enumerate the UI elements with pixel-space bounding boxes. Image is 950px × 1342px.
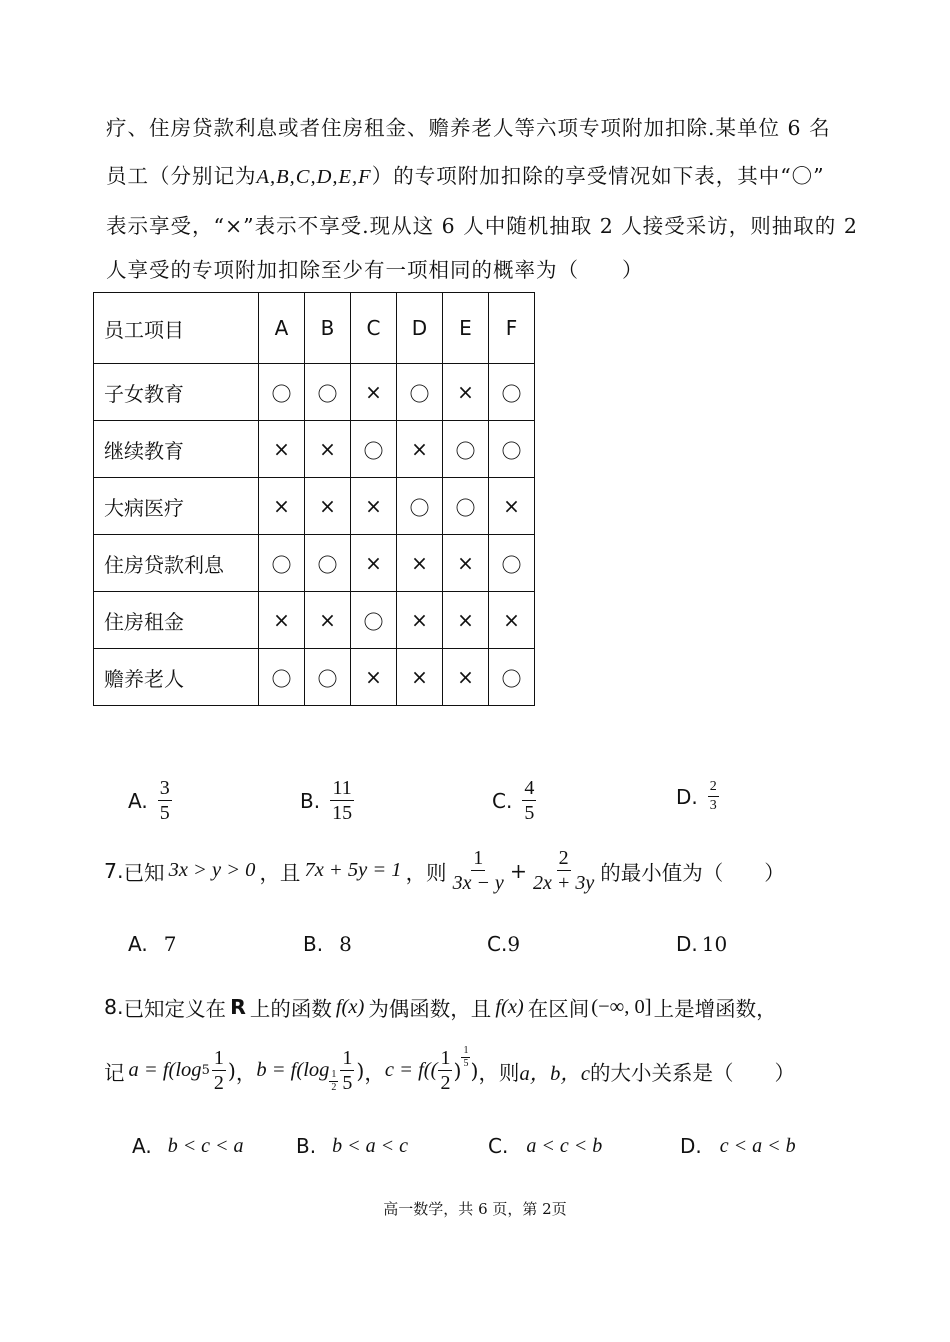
option-label: A. xyxy=(128,932,148,956)
table-row xyxy=(94,535,535,592)
intro-line-2 xyxy=(106,162,825,191)
fraction-denominator: 5 xyxy=(463,1058,469,1069)
intro-line-4: 人享受的专项附加扣除至少有一项相同的概率为（ ） xyxy=(106,258,644,282)
q8-text: ，则 xyxy=(478,1060,520,1085)
table-cell: × xyxy=(443,649,489,706)
fraction-numerator: 1 xyxy=(463,1045,469,1056)
option-value: c < a < b xyxy=(719,1134,796,1157)
q8-text: 为偶函数，且 xyxy=(368,997,492,1021)
table-row xyxy=(94,421,535,478)
option-value: 7 xyxy=(163,932,177,956)
option-label: C. xyxy=(487,932,508,956)
table-cell: 〇 xyxy=(305,364,351,421)
option-label: C. xyxy=(492,788,513,813)
question-8-line-2 xyxy=(104,1046,795,1095)
q6-option-c[interactable] xyxy=(492,776,536,825)
employee-variables: A,B,C,D,E,F xyxy=(256,166,372,188)
fraction-numerator: 4 xyxy=(524,777,535,799)
intro-line-3: 表示享受，“×”表示不享受.现从这 6 人中随机抽取 2 人接受采访，则抽取的 2 xyxy=(106,214,858,238)
table-cell: × xyxy=(443,535,489,592)
table-cell: × xyxy=(397,649,443,706)
exponent-fraction xyxy=(461,1045,470,1070)
table-cell: × xyxy=(489,478,535,535)
table-row xyxy=(94,364,535,421)
q8-text: 记 xyxy=(104,1060,125,1085)
fraction-numerator: 3 xyxy=(159,777,170,799)
q8-text: 已知定义在 xyxy=(123,997,227,1021)
col-header-c: C xyxy=(351,293,397,364)
fraction-denominator: 2 xyxy=(213,1072,224,1094)
q7-condition-1: 3x > y > 0 xyxy=(168,859,256,881)
paren: ) xyxy=(356,1058,365,1083)
q7-option-b[interactable] xyxy=(303,932,352,956)
intro-line-2-post: ）的专项附加扣除的享受情况如下表，其中“〇” xyxy=(371,164,825,188)
q6-option-b[interactable] xyxy=(300,776,354,825)
fraction xyxy=(708,778,719,815)
real-numbers-symbol: R xyxy=(230,995,246,1019)
table-cell: × xyxy=(259,592,305,649)
question-7 xyxy=(104,846,785,895)
q6-option-d[interactable] xyxy=(676,778,719,815)
col-header-e: E xyxy=(443,293,489,364)
q8-variables: a，b，c xyxy=(519,1062,591,1085)
table-cell: 〇 xyxy=(259,364,305,421)
option-label: B. xyxy=(303,932,324,956)
q8-option-b[interactable] xyxy=(296,1134,408,1158)
table-cell: × xyxy=(259,421,305,478)
plus-sign: + xyxy=(509,858,527,883)
q7-option-a[interactable] xyxy=(128,932,176,956)
table-cell: 〇 xyxy=(259,535,305,592)
table-cell: × xyxy=(351,649,397,706)
intro-line-1: 疗、住房贷款利息或者住房租金、赡养老人等六项专项附加扣除.某单位 6 名 xyxy=(106,116,831,140)
q7-condition-2: 7x + 5y = 1 xyxy=(304,859,402,881)
option-value: b < c < a xyxy=(167,1134,244,1157)
page-footer: 高一数学，共 6 页，第 2页 xyxy=(383,1200,567,1218)
option-label: D. xyxy=(680,1134,702,1158)
fraction-denominator: 2 xyxy=(331,1082,337,1093)
col-header-a: A xyxy=(259,293,305,364)
fraction-denominator: 5 xyxy=(342,1072,353,1094)
fraction-denominator: 5 xyxy=(524,802,535,824)
table-row xyxy=(94,478,535,535)
fraction xyxy=(451,846,506,895)
option-value: 8 xyxy=(339,932,352,956)
table-cell: × xyxy=(397,535,443,592)
table-cell: 〇 xyxy=(489,649,535,706)
interval: (−∞, 0] xyxy=(591,995,652,1018)
col-header-d: D xyxy=(397,293,443,364)
table-cell: 〇 xyxy=(397,364,443,421)
separator: ， xyxy=(364,1060,385,1085)
fraction-numerator: 2 xyxy=(558,847,569,869)
question-8 xyxy=(104,992,777,1022)
function-fx: f(x) xyxy=(335,995,365,1018)
option-value: 9 xyxy=(507,932,521,956)
table-cell: 〇 xyxy=(259,649,305,706)
q8-text: 上的函数 xyxy=(249,997,332,1021)
fraction-numerator: 2 xyxy=(708,778,719,797)
option-label: B. xyxy=(300,788,321,813)
q8-text: 的大小关系是（ ） xyxy=(590,1060,796,1085)
col-header-f: F xyxy=(489,293,535,364)
fraction xyxy=(438,1046,452,1095)
q7-option-c[interactable] xyxy=(487,932,520,956)
expr-c: c = f(( xyxy=(384,1059,438,1081)
table-row xyxy=(94,649,535,706)
option-label: B. xyxy=(296,1134,317,1158)
row-label: 继续教育 xyxy=(94,421,259,478)
option-value: 10 xyxy=(701,932,728,956)
table-cell: × xyxy=(351,478,397,535)
fraction-denominator: 3 xyxy=(709,798,717,813)
fraction-numerator: 1 xyxy=(331,1069,337,1080)
fraction xyxy=(340,1046,354,1095)
q7-text: 的最小值为（ ） xyxy=(600,860,785,885)
fraction xyxy=(212,1046,226,1095)
fraction xyxy=(158,776,172,825)
row-label: 住房租金 xyxy=(94,592,259,649)
table-cell: × xyxy=(397,421,443,478)
col-header-b: B xyxy=(305,293,351,364)
table-cell: × xyxy=(305,592,351,649)
fraction-denominator: 3x − y xyxy=(452,872,504,894)
table-cell: × xyxy=(489,592,535,649)
intro-line-2-pre: 员工（分别记为 xyxy=(106,164,257,188)
table-cell: 〇 xyxy=(489,421,535,478)
table-cell: × xyxy=(443,364,489,421)
expr-a: a = f(log xyxy=(128,1059,202,1081)
row-label: 赡养老人 xyxy=(94,649,259,706)
option-value: a < c < b xyxy=(526,1134,603,1157)
fraction xyxy=(522,776,536,825)
table-cell: × xyxy=(259,478,305,535)
table-header-label: 员工项目 xyxy=(94,293,259,364)
fraction-denominator: 2 xyxy=(440,1072,451,1094)
table-cell: 〇 xyxy=(351,592,397,649)
option-label: C. xyxy=(488,1134,509,1158)
fraction xyxy=(531,846,596,895)
table-cell: × xyxy=(305,421,351,478)
table-cell: 〇 xyxy=(443,478,489,535)
fraction-numerator: 1 xyxy=(440,1047,451,1069)
fraction-numerator: 11 xyxy=(332,777,352,799)
paren: ) xyxy=(227,1058,236,1083)
table-cell: 〇 xyxy=(489,364,535,421)
fraction-numerator: 1 xyxy=(342,1047,353,1069)
fraction-numerator: 1 xyxy=(473,847,484,869)
paren: ) xyxy=(470,1058,479,1083)
fraction-numerator: 1 xyxy=(213,1047,224,1069)
table-cell: 〇 xyxy=(305,649,351,706)
q8-text: 上是增函数， xyxy=(653,997,777,1021)
expr-b: b = f(log xyxy=(256,1059,330,1081)
log-base-fraction xyxy=(329,1069,338,1094)
function-fx: f(x) xyxy=(495,995,524,1018)
fraction-denominator: 15 xyxy=(332,802,353,824)
q6-option-a[interactable] xyxy=(128,776,172,825)
table-header-row xyxy=(94,293,535,364)
table-cell: × xyxy=(351,364,397,421)
q7-text: ，则 xyxy=(405,860,447,885)
paren: ) xyxy=(453,1058,462,1083)
table-cell: × xyxy=(305,478,351,535)
fraction-denominator: 5 xyxy=(159,802,170,824)
fraction-denominator: 2x + 3y xyxy=(533,872,595,894)
separator: ， xyxy=(235,1060,257,1085)
option-label: D. xyxy=(676,784,698,809)
table-cell: 〇 xyxy=(443,421,489,478)
table-row xyxy=(94,592,535,649)
row-label: 住房贷款利息 xyxy=(94,535,259,592)
q7-text: ，且 xyxy=(259,860,301,885)
q8-option-c[interactable] xyxy=(488,1134,602,1158)
question-number: 8. xyxy=(104,995,124,1019)
table-cell: 〇 xyxy=(351,421,397,478)
question-number: 7. xyxy=(104,858,124,883)
table-cell: × xyxy=(397,592,443,649)
deduction-table xyxy=(93,292,535,706)
option-label: D. xyxy=(676,932,698,956)
q7-option-d[interactable] xyxy=(676,932,727,956)
log-base: 5 xyxy=(201,1063,210,1078)
fraction xyxy=(330,776,354,825)
table-cell: 〇 xyxy=(489,535,535,592)
option-value: b < a < c xyxy=(332,1134,408,1157)
table-cell: × xyxy=(443,592,489,649)
table-cell: × xyxy=(351,535,397,592)
table-cell: 〇 xyxy=(305,535,351,592)
q8-option-a[interactable] xyxy=(132,1134,244,1158)
q7-text: 已知 xyxy=(123,860,165,885)
row-label: 子女教育 xyxy=(94,364,259,421)
q8-option-d[interactable] xyxy=(680,1134,796,1158)
q8-text: 在区间 xyxy=(527,997,590,1021)
option-label: A. xyxy=(128,788,148,813)
option-label: A. xyxy=(132,1134,152,1158)
row-label: 大病医疗 xyxy=(94,478,259,535)
table-cell: 〇 xyxy=(397,478,443,535)
